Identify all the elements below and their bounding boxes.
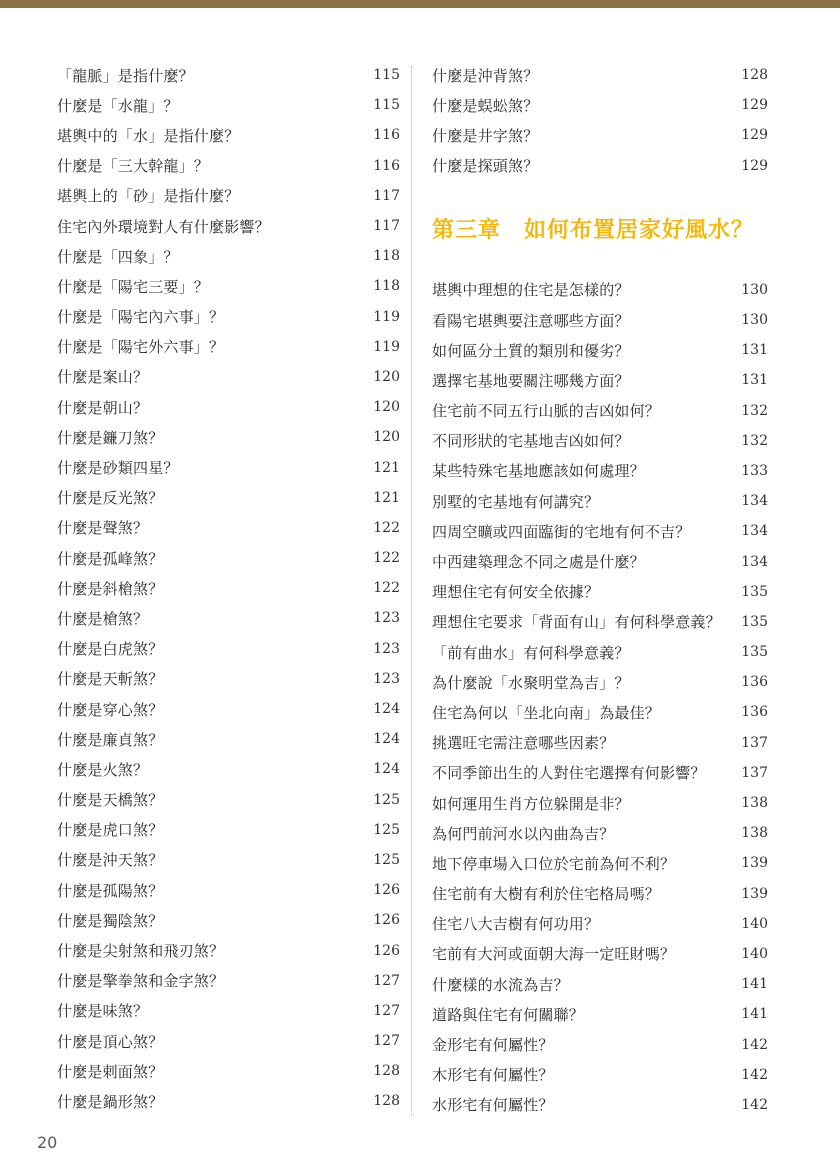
toc-entry <box>432 486 768 516</box>
toc-entry-title: 堪輿上的「砂」是指什麼？ <box>57 187 240 206</box>
toc-entry <box>57 1026 400 1056</box>
toc-entry <box>57 1086 400 1116</box>
toc-entry <box>432 516 768 546</box>
toc-entry-title: 某些特殊宅基地應該如何處理？ <box>432 462 645 481</box>
toc-entry <box>432 818 768 848</box>
toc-entry <box>432 151 768 181</box>
toc-entry-page: 131 <box>741 342 768 359</box>
toc-entry-title: 什麼是「陽宅三要」？ <box>57 277 210 296</box>
toc-entry-page: 136 <box>741 674 768 691</box>
toc-entry <box>57 634 400 664</box>
toc-entry <box>57 332 400 362</box>
toc-entry <box>57 573 400 603</box>
toc-entry-page: 122 <box>373 580 400 597</box>
toc-entry-title: 宅前有大河或面朝大海一定旺財嗎？ <box>432 945 676 964</box>
toc-entry-page: 118 <box>373 278 400 295</box>
toc-entry-title: 什麼是井字煞？ <box>432 126 539 145</box>
toc-entry-title: 什麼是頂心煞？ <box>57 1032 164 1051</box>
toc-entry-title: 堪輿中理想的住宅是怎樣的？ <box>432 281 630 300</box>
toc-entry-page: 142 <box>741 1036 768 1053</box>
toc-entry-page: 119 <box>373 338 400 355</box>
toc-entry-title: 如何運用生肖方位躲開是非？ <box>432 794 630 813</box>
toc-entry-title: 金形宅有何屬性？ <box>432 1036 554 1055</box>
toc-entry-title: 什麼是反光煞？ <box>57 489 164 508</box>
toc-entry-title: 什麼是穿心煞？ <box>57 700 164 719</box>
toc-entry-page: 128 <box>373 1063 400 1080</box>
toc-entry-title: 道路與住宅有何關聯？ <box>432 1005 585 1024</box>
toc-entry-page: 120 <box>373 429 400 446</box>
toc-entry-title: 什麼是天斬煞？ <box>57 670 164 689</box>
toc-entry-page: 138 <box>741 795 768 812</box>
toc-entry-page: 125 <box>373 851 400 868</box>
toc-entry-page: 140 <box>741 945 768 962</box>
toc-entry-page: 123 <box>373 610 400 627</box>
toc-entry-title: 什麼是廉貞煞？ <box>57 730 164 749</box>
toc-entry <box>57 241 400 271</box>
toc-entry-title: 如何區分土質的類別和優劣？ <box>432 341 630 360</box>
toc-entry <box>432 697 768 727</box>
toc-entry-title: 什麼是虎口煞？ <box>57 821 164 840</box>
toc-entry <box>432 667 768 697</box>
toc-entry <box>57 815 400 845</box>
toc-entry <box>432 1029 768 1059</box>
toc-entry <box>432 999 768 1029</box>
toc-entry <box>57 724 400 754</box>
toc-entry-page: 132 <box>741 402 768 419</box>
toc-entry-title: 住宅八大吉樹有何功用？ <box>432 915 600 934</box>
toc-entry-page: 117 <box>373 218 400 235</box>
toc-entry <box>432 728 768 758</box>
toc-entry-title: 什麼是獨陰煞？ <box>57 911 164 930</box>
toc-entry-page: 115 <box>373 97 400 114</box>
toc-entry-title: 什麼是「水龍」？ <box>57 96 179 115</box>
toc-entry-page: 120 <box>373 368 400 385</box>
toc-entry <box>57 151 400 181</box>
toc-entry-page: 139 <box>741 885 768 902</box>
toc-entry-page: 127 <box>373 1002 400 1019</box>
toc-entry <box>57 513 400 543</box>
toc-entry <box>432 456 768 486</box>
toc-entry <box>432 305 768 335</box>
toc-entry-page: 135 <box>741 613 768 630</box>
toc-entry-title: 住宅內外環境對人有什麼影響？ <box>57 217 270 236</box>
toc-entry-page: 121 <box>373 489 400 506</box>
toc-entry <box>432 637 768 667</box>
toc-entry-page: 126 <box>373 942 400 959</box>
toc-entry-title: 住宅為何以「坐北向南」為最佳？ <box>432 703 661 722</box>
toc-entry-page: 131 <box>741 372 768 389</box>
toc-entry-title: 什麼是白虎煞？ <box>57 640 164 659</box>
toc-entry-page: 135 <box>741 583 768 600</box>
toc-entry-page: 117 <box>373 187 400 204</box>
toc-entry-page: 139 <box>741 855 768 872</box>
toc-entry <box>432 788 768 818</box>
toc-entry-title: 什麼是孤陽煞？ <box>57 881 164 900</box>
toc-entry-page: 116 <box>373 127 400 144</box>
toc-entry-title: 什麼是蜈蚣煞？ <box>432 96 539 115</box>
header-band <box>0 0 840 8</box>
toc-entry <box>432 546 768 576</box>
toc-entry-title: 什麼是沖天煞？ <box>57 851 164 870</box>
toc-entry-page: 130 <box>741 281 768 298</box>
toc-entry <box>57 483 400 513</box>
toc-entry-page: 127 <box>373 1033 400 1050</box>
chapter-heading: 第三章 如何布置居家好風水？ <box>432 217 755 243</box>
toc-entry-title: 四周空曠或四面臨街的宅地有何不吉？ <box>432 522 691 541</box>
toc-entry-page: 129 <box>741 157 768 174</box>
toc-entry <box>57 271 400 301</box>
toc-entry-page: 119 <box>373 308 400 325</box>
toc-entry-title: 「前有曲水」有何科學意義？ <box>432 643 630 662</box>
toc-entry <box>432 879 768 909</box>
toc-entry <box>432 335 768 365</box>
toc-entry <box>57 392 400 422</box>
toc-entry <box>432 909 768 939</box>
toc-entry-page: 127 <box>373 972 400 989</box>
toc-entry <box>57 845 400 875</box>
toc-entry <box>432 396 768 426</box>
toc-entry-page: 123 <box>373 670 400 687</box>
toc-entry-title: 什麼是沖背煞？ <box>432 66 539 85</box>
toc-entry-page: 129 <box>741 97 768 114</box>
toc-entry-title: 什麼是尖射煞和飛刃煞？ <box>57 942 225 961</box>
toc-entry <box>57 211 400 241</box>
toc-entry <box>57 785 400 815</box>
toc-entry <box>57 996 400 1026</box>
toc-entry-title: 什麼是鍋形煞？ <box>57 1092 164 1111</box>
toc-entry-title: 什麼樣的水流為吉？ <box>432 975 569 994</box>
toc-entry <box>432 848 768 878</box>
toc-entry-title: 為何門前河水以內曲為吉？ <box>432 824 615 843</box>
toc-entry <box>432 120 768 150</box>
toc-left-column <box>57 60 400 1117</box>
toc-right-column <box>432 60 768 1120</box>
toc-entry <box>57 935 400 965</box>
toc-entry-title: 什麼是朝山？ <box>57 398 149 417</box>
toc-entry-title: 別墅的宅基地有何講究？ <box>432 492 600 511</box>
toc-entry-page: 137 <box>741 764 768 781</box>
toc-entry-page: 124 <box>373 731 400 748</box>
toc-entry-page: 141 <box>741 1006 768 1023</box>
toc-entry-title: 什麼是槍煞？ <box>57 609 149 628</box>
toc-entry <box>432 90 768 120</box>
toc-entry <box>57 664 400 694</box>
toc-entry <box>432 275 768 305</box>
toc-entry-title: 理想住宅有何安全依據？ <box>432 583 600 602</box>
toc-entry-title: 堪輿中的「水」是指什麼？ <box>57 126 240 145</box>
column-divider <box>411 66 412 1116</box>
toc-right-top-list <box>432 60 768 181</box>
toc-entry-page: 123 <box>373 640 400 657</box>
toc-entry <box>432 607 768 637</box>
toc-entry-title: 看陽宅堪輿要注意哪些方面？ <box>432 311 630 330</box>
toc-entry-page: 134 <box>741 493 768 510</box>
toc-entry-page: 132 <box>741 432 768 449</box>
toc-entry <box>432 577 768 607</box>
toc-entry <box>57 543 400 573</box>
toc-entry <box>57 603 400 633</box>
toc-entry <box>57 754 400 784</box>
toc-entry-page: 126 <box>373 912 400 929</box>
toc-entry-title: 什麼是鐮刀煞？ <box>57 428 164 447</box>
toc-entry <box>57 302 400 332</box>
toc-right-bottom-list <box>432 275 768 1120</box>
toc-entry-title: 什麼是剌面煞？ <box>57 1062 164 1081</box>
toc-entry-page: 142 <box>741 1096 768 1113</box>
toc-entry-title: 什麼是斜槍煞？ <box>57 579 164 598</box>
toc-entry <box>57 1056 400 1086</box>
toc-entry <box>432 758 768 788</box>
toc-entry <box>57 905 400 935</box>
toc-entry-title: 選擇宅基地要關注哪幾方面？ <box>432 371 630 390</box>
toc-entry-title: 中西建築理念不同之處是什麼？ <box>432 553 645 572</box>
toc-entry <box>57 452 400 482</box>
toc-entry-title: 什麼是「四象」？ <box>57 247 179 266</box>
toc-entry-page: 141 <box>741 976 768 993</box>
toc-entry-title: 住宅前不同五行山脈的吉凶如何？ <box>432 402 661 421</box>
toc-entry <box>432 939 768 969</box>
toc-entry <box>57 875 400 905</box>
toc-entry-page: 120 <box>373 399 400 416</box>
toc-entry-title: 什麼是案山？ <box>57 368 149 387</box>
toc-entry-title: 水形宅有何屬性？ <box>432 1096 554 1115</box>
toc-entry-page: 130 <box>741 312 768 329</box>
toc-entry-page: 124 <box>373 701 400 718</box>
toc-entry <box>432 365 768 395</box>
toc-entry-page: 142 <box>741 1066 768 1083</box>
toc-entry-title: 什麼是擎拳煞和金字煞？ <box>57 972 225 991</box>
toc-entry-title: 不同季節出生的人對住宅選擇有何影響？ <box>432 764 706 783</box>
toc-entry <box>57 60 400 90</box>
toc-entry <box>57 362 400 392</box>
toc-entry-page: 122 <box>373 550 400 567</box>
toc-entry-page: 126 <box>373 882 400 899</box>
page-number: 20 <box>37 1133 58 1152</box>
toc-entry <box>432 60 768 90</box>
toc-entry-title: 什麼是火煞？ <box>57 760 149 779</box>
toc-entry-title: 為什麼說「水聚明堂為吉」？ <box>432 673 630 692</box>
toc-entry <box>57 694 400 724</box>
toc-entry <box>432 969 768 999</box>
toc-entry-page: 140 <box>741 915 768 932</box>
toc-entry-page: 128 <box>741 67 768 84</box>
toc-entry-page: 134 <box>741 523 768 540</box>
toc-entry-title: 什麼是天橋煞？ <box>57 791 164 810</box>
toc-entry-title: 挑選旺宅需注意哪些因素？ <box>432 734 615 753</box>
toc-entry-title: 地下停車場入口位於宅前為何不利？ <box>432 854 676 873</box>
toc-entry-title: 什麼是「三大幹龍」？ <box>57 157 210 176</box>
toc-entry-page: 116 <box>373 157 400 174</box>
toc-entry-title: 什麼是味煞？ <box>57 1002 149 1021</box>
toc-entry-title: 什麼是聲煞？ <box>57 519 149 538</box>
toc-entry <box>57 120 400 150</box>
toc-entry-title: 什麼是「陽宅內六事」？ <box>57 308 225 327</box>
toc-entry-title: 木形宅有何屬性？ <box>432 1066 554 1085</box>
toc-entry-page: 124 <box>373 761 400 778</box>
toc-entry <box>432 1060 768 1090</box>
toc-entry <box>57 90 400 120</box>
toc-entry-title: 不同形狀的宅基地吉凶如何？ <box>432 432 630 451</box>
toc-entry-title: 什麼是探頭煞？ <box>432 157 539 176</box>
toc-entry-page: 134 <box>741 553 768 570</box>
toc-entry-title: 什麼是孤峰煞？ <box>57 549 164 568</box>
toc-entry-page: 121 <box>373 459 400 476</box>
toc-entry <box>432 1090 768 1120</box>
toc-entry-page: 129 <box>741 127 768 144</box>
toc-entry-title: 什麼是「陽宅外六事」？ <box>57 338 225 357</box>
toc-entry-page: 118 <box>373 248 400 265</box>
toc-entry-page: 115 <box>373 67 400 84</box>
toc-entry-title: 住宅前有大樹有利於住宅格局嗎？ <box>432 885 661 904</box>
toc-entry-page: 138 <box>741 825 768 842</box>
toc-entry <box>57 181 400 211</box>
toc-entry <box>57 422 400 452</box>
toc-entry <box>432 426 768 456</box>
toc-entry-title: 「龍脈」是指什麼？ <box>57 66 194 85</box>
toc-entry-title: 理想住宅要求「背面有山」有何科學意義？ <box>432 613 721 632</box>
toc-entry <box>57 966 400 996</box>
toc-entry-page: 128 <box>373 1093 400 1110</box>
toc-entry-page: 122 <box>373 519 400 536</box>
toc-entry-page: 125 <box>373 791 400 808</box>
toc-entry-page: 136 <box>741 704 768 721</box>
toc-entry-title: 什麼是砂類四星？ <box>57 459 179 478</box>
toc-entry-page: 135 <box>741 644 768 661</box>
toc-entry-page: 137 <box>741 734 768 751</box>
toc-entry-page: 125 <box>373 821 400 838</box>
toc-entry-page: 133 <box>741 462 768 479</box>
